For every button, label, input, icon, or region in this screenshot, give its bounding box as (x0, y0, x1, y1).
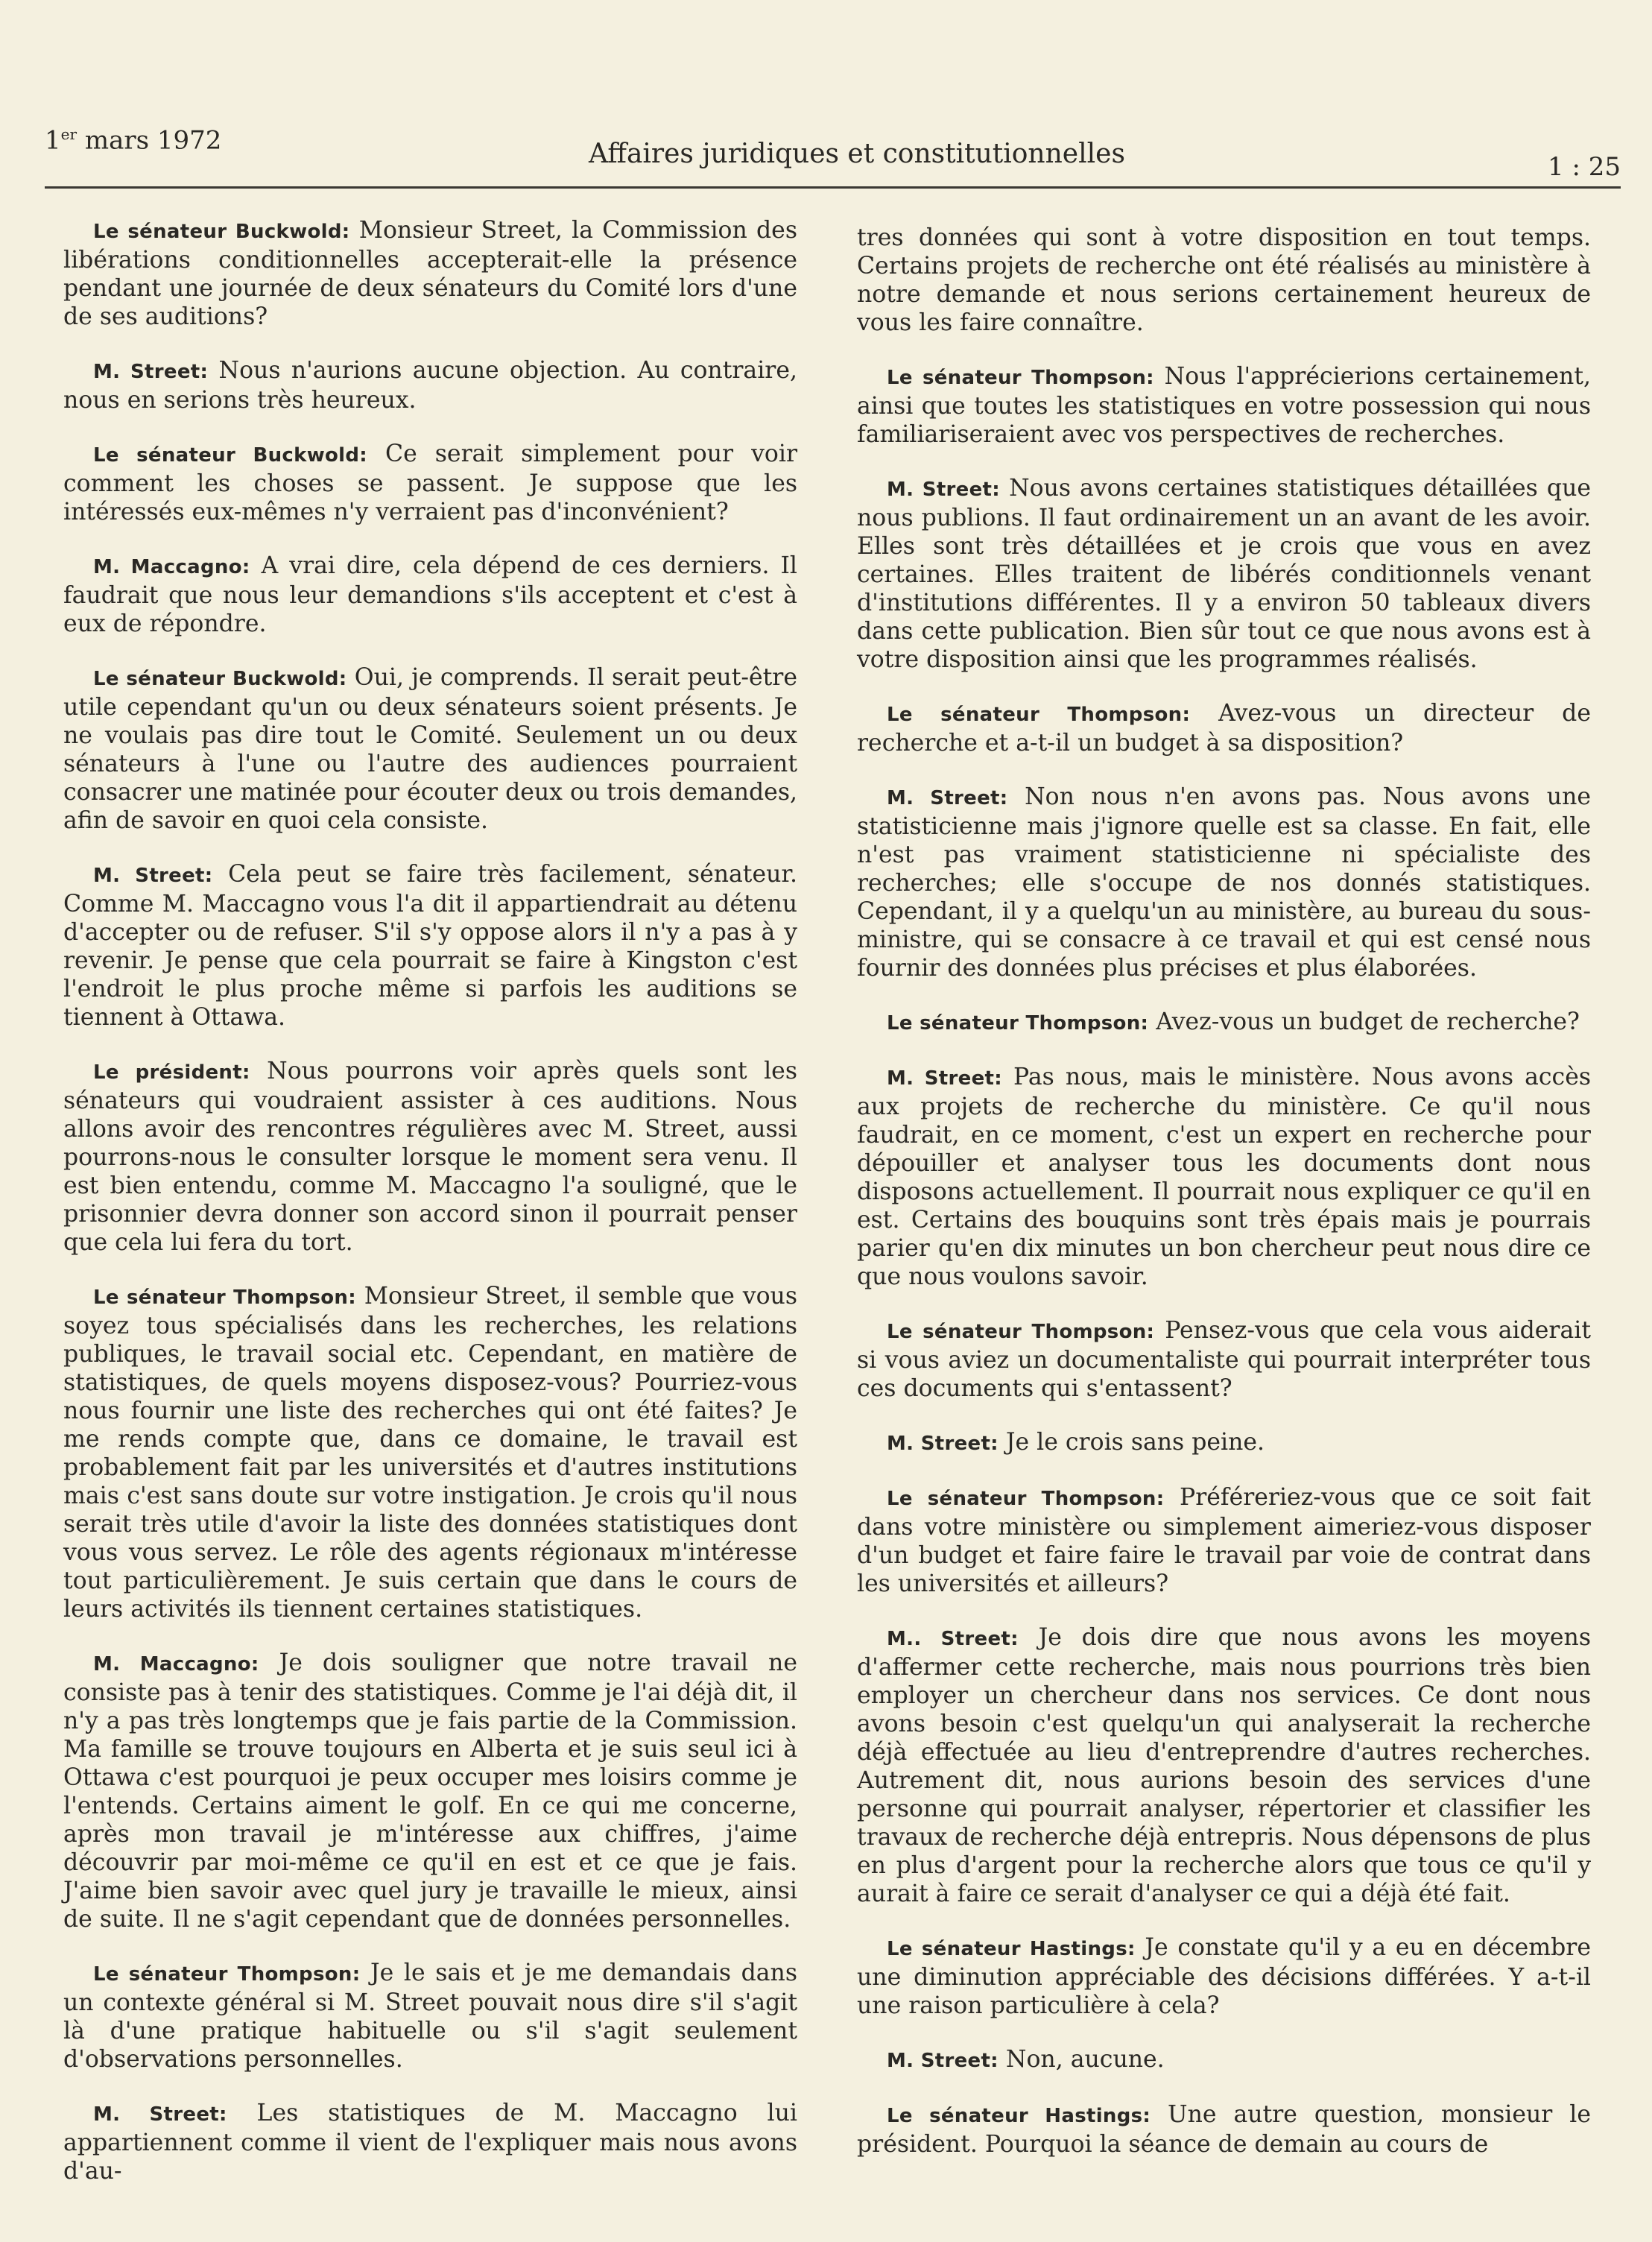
page-number: 1 : 25 (1548, 152, 1621, 182)
paragraph (63, 1057, 797, 1257)
paragraph-text: Pas nous, mais le ministère. Nous avons accès aux projets de recherche du ministère. Ce qu'il nous faudrait, en ce moment, c'est un expert en recherche pour dépouiller et analyser tous les documents dont nous disposons actuellement. Il pourrait nous expliquer ce qu'il en est. Certains des bouquins sont très épais mais je pourrais parier qu'en dix minutes un bon chercheur peut nous dire ce que nous voulons savoir. (857, 1064, 1592, 1290)
date-month-year: mars 1972 (77, 125, 222, 156)
paragraph-text: A vrai dire, cela dépend de ces derniers. Il faudrait que nous leur demandions s'ils acceptent et c'est à eux de répondre. (63, 552, 797, 637)
paragraph (857, 1483, 1591, 1598)
paragraph-text: Je le crois sans peine. (998, 1429, 1265, 1456)
speaker-name: Le sénateur Thompson: (887, 1321, 1155, 1343)
paragraph (63, 216, 797, 331)
paragraph (63, 663, 797, 835)
paragraph-text: Préféreriez-vous que ce soit fait dans votre ministère ou simplement aimeriez-vous disposer d'un budget et faire faire le travail par voie de contrat dans les universités et ailleurs? (857, 1484, 1591, 1597)
speaker-name: Le président: (93, 1061, 250, 1084)
paragraph (63, 2099, 797, 2185)
paragraph-text: Une autre question, monsieur le président. Pourquoi la séance de demain au cours de (857, 2101, 1591, 2158)
paragraph-text: Je constate qu'il y a eu en décembre une diminution appréciable des décisions différées. Y a-t-il une raison particulière à cela? (857, 1934, 1591, 2019)
paragraph (63, 860, 797, 1032)
paragraph-text: Je dois dire que nous avons les moyens d'affermer cette recherche, mais nous pourrions très bien employer un chercheur dans nos services. Ce dont nous avons besoin c'est quelqu'un qui analyserait la recherche déjà effectuée au lieu d'entreprendre d'autres recherches. Autrement dit, nous aurions besoin des services d'une personne qui pourrait analyser, répertorier et classifier les travaux de recherche déjà entrepris. Nous dépensons de plus en plus d'argent pour la recherche alors que tous ce qu'il y aurait à faire ce serait d'analyser ce qui a déjà été fait. (857, 1624, 1591, 1907)
paragraph (857, 224, 1591, 337)
paragraph-text: Non, aucune. (998, 2046, 1165, 2073)
paragraph (857, 783, 1591, 982)
paragraph-text: Les statistiques de M. Maccagno lui appartiennent comme il vient de l'expliquer mais nous avons d'au- (63, 2100, 797, 2185)
paragraph (857, 1933, 1591, 2020)
paragraph-text: Nous n'aurions aucune objection. Au contraire, nous en serions très heureux. (63, 357, 797, 414)
paragraph (857, 2100, 1591, 2159)
speaker-name: M. Street: (887, 2050, 999, 2072)
speaker-name: M. Street: (887, 1067, 1002, 1090)
date-day: 1 (45, 125, 61, 156)
speaker-name: M. Street: (93, 2103, 227, 2126)
paragraph-text: Monsieur Street, il semble que vous soyez tous spécialisés dans les recherches, les relations publiques, le travail social etc. Cependant, en matière de statistiques, de quels moyens disposez-vous? Pourriez-vous nous fournir une liste des recherches qui ont été faites? Je me rends compte que, dans ce domaine, le travail est probablement fait par les universités et d'autres institutions mais c'est sans doute sur votre instigation. Je crois qu'il nous serait très utile d'avoir la liste des données statistiques dont vous vous servez. Le rôle des agents régionaux m'intéresse tout particulièrement. Je suis certain que dans le cours de leurs activités ils tiennent certaines statistiques. (63, 1283, 798, 1623)
date-ordinal: er (60, 125, 77, 143)
speaker-name: Le sénateur Buckwold: (93, 444, 367, 467)
paragraph (857, 362, 1591, 449)
paragraph-text: Nous pourrons voir après quels sont les sénateurs qui voudraient assister à ces auditions. Nous allons avoir des rencontres régulières avec M. Street, aussi pourrons-nous le consulter lorsque le moment sera venu. Il est bien entendu, comme M. Maccagno l'a souligné, que le prisonnier devra donner son accord sinon il pourrait penser que cela lui fera du tort. (63, 1058, 797, 1256)
speaker-name: M. Street: (93, 865, 213, 887)
paragraph-text: Monsieur Street, la Commission des libérations conditionnelles accepterait-elle la présence pendant une journée de deux sénateurs du Comité lors d'une de ses auditions? (63, 217, 797, 330)
right-column (857, 224, 1591, 2184)
paragraph-text: Je dois souligner que notre travail ne consiste pas à tenir des statistiques. Comme je l'ai déjà dit, il n'y a pas très longtemps que je fais partie de la Commission. Ma famille se trouve toujours en Alberta et je suis seul ici à Ottawa c'est pourquoi je peux occuper mes loisirs comme je l'entends. Certains aiment le golf. En ce qui me concerne, après mon travail je m'intéresse aux chiffres, j'aime découvrir par moi-même ce qu'il en est et ce que je fais. J'aime bien savoir avec quel jury je travaille le mieux, ainsi de suite. Il ne s'agit cependant que de données personnelles. (63, 1649, 797, 1933)
header-title: Affaires juridiques et constitutionnelles (589, 139, 1125, 169)
speaker-name: M. Street: (887, 479, 1000, 501)
paragraph-text: Cela peut se faire très facilement, sénateur. Comme M. Maccagno vous l'a dit il appartiendrait au détenu d'accepter ou de refuser. S'il s'y oppose alors il n'y a pas à y revenir. Je pense que cela pourrait se faire à Kingston c'est l'endroit le plus proche même si parfois les auditions se tiennent à Ottawa. (63, 861, 797, 1031)
paragraph (857, 2045, 1591, 2075)
paragraph (857, 1063, 1591, 1291)
paragraph-text: tres données qui sont à votre disposition en tout temps. Certains projets de recherche ont été réalisés au ministère à notre demande et nous serions certainement heureux de vous les faire connaître. (857, 224, 1591, 336)
speaker-name: Le sénateur Thompson: (887, 704, 1191, 726)
paragraph (857, 1623, 1591, 1908)
paragraph (63, 552, 797, 638)
speaker-name: Le sénateur Thompson: (887, 367, 1154, 389)
paragraph (857, 1428, 1591, 1458)
paragraph-text: Nous l'apprécierions certainement, ainsi que toutes les statistiques en votre possession qui nous familiariseraient avec vos perspectives de recherches. (857, 363, 1591, 448)
paragraph (857, 1008, 1591, 1038)
speaker-name: Le sénateur Hastings: (887, 2105, 1151, 2127)
paragraph (63, 1649, 797, 1933)
paragraph (63, 1282, 797, 1623)
paragraph (857, 1316, 1591, 1403)
paragraph (857, 699, 1591, 757)
speaker-name: Le sénateur Thompson: (93, 1963, 361, 1986)
speaker-name: M. Maccagno: (93, 1653, 259, 1676)
speaker-name: Le sénateur Hastings: (887, 1938, 1136, 1960)
speaker-name: Le sénateur Buckwold: (93, 668, 347, 690)
speaker-name: Le sénateur Thompson: (93, 1286, 356, 1309)
speaker-name: M.. Street: (887, 1628, 1019, 1650)
speaker-name: Le sénateur Thompson: (887, 1012, 1149, 1035)
paragraph (63, 356, 797, 414)
page-header (45, 119, 1621, 189)
header-date (45, 125, 221, 155)
speaker-name: M. Street: (887, 1433, 999, 1455)
paragraph-text: Non nous n'en avons pas. Nous avons une statisticienne mais j'ignore quelle est sa classe. En fait, elle n'est pas vraiment statisticienne ni spécialiste des recherches; elle s'occupe de nos donnés statistiques. Cependant, il y a quelqu'un au ministère, au bureau du sous-ministre, qui se consacre à ce travail et qui est censé nous fournir des données plus précises et plus élaborées. (857, 783, 1591, 982)
paragraph-text: Oui, je comprends. Il serait peut-être utile cependant qu'un ou deux sénateurs soient présents. Je ne voulais pas dire tout le Comité. Seulement un ou deux sénateurs à l'une ou l'autre des audiences pourraient consacrer une matinée pour écouter deux ou trois demandes, afin de savoir en quoi cela consiste. (63, 664, 797, 834)
paragraph (63, 440, 797, 526)
paragraph (857, 474, 1591, 674)
paragraph-text: Pensez-vous que cela vous aiderait si vous aviez un documentaliste qui pourrait interpréter tous ces documents qui s'entassent? (857, 1317, 1592, 1402)
paragraph-text: Ce serait simplement pour voir comment les choses se passent. Je suppose que les intéressés eux-mêmes n'y verraient pas d'inconvénient? (63, 440, 797, 525)
paragraph-text: Avez-vous un directeur de recherche et a-t-il un budget à sa disposition? (857, 700, 1591, 757)
speaker-name: M. Street: (887, 787, 1008, 809)
speaker-name: Le sénateur Buckwold: (93, 221, 350, 243)
paragraph (63, 1959, 797, 2074)
paragraph-text: Je le sais et je me demandais dans un contexte général si M. Street pouvait nous dire s'il s'agit là d'une pratique habituelle ou s'il s'agit seulement d'observations personnelles. (63, 1960, 798, 2073)
speaker-name: M. Street: (93, 361, 209, 383)
left-column (63, 216, 797, 2211)
paragraph-text: Nous avons certaines statistiques détaillées que nous publions. Il faut ordinairement un an avant de les avoir. Elles sont très détaillées et je crois que vous en avez certaines. Elles traitent de libérés conditionnels venant d'institutions différentes. Il y a environ 50 tableaux divers dans cette publication. Bien sûr tout ce que nous avons est à votre disposition ainsi que les programmes réalisés. (857, 475, 1591, 673)
speaker-name: M. Maccagno: (93, 556, 250, 578)
speaker-name: Le sénateur Thompson: (887, 1488, 1165, 1510)
paragraph-text: Avez-vous un budget de recherche? (1148, 1008, 1580, 1035)
